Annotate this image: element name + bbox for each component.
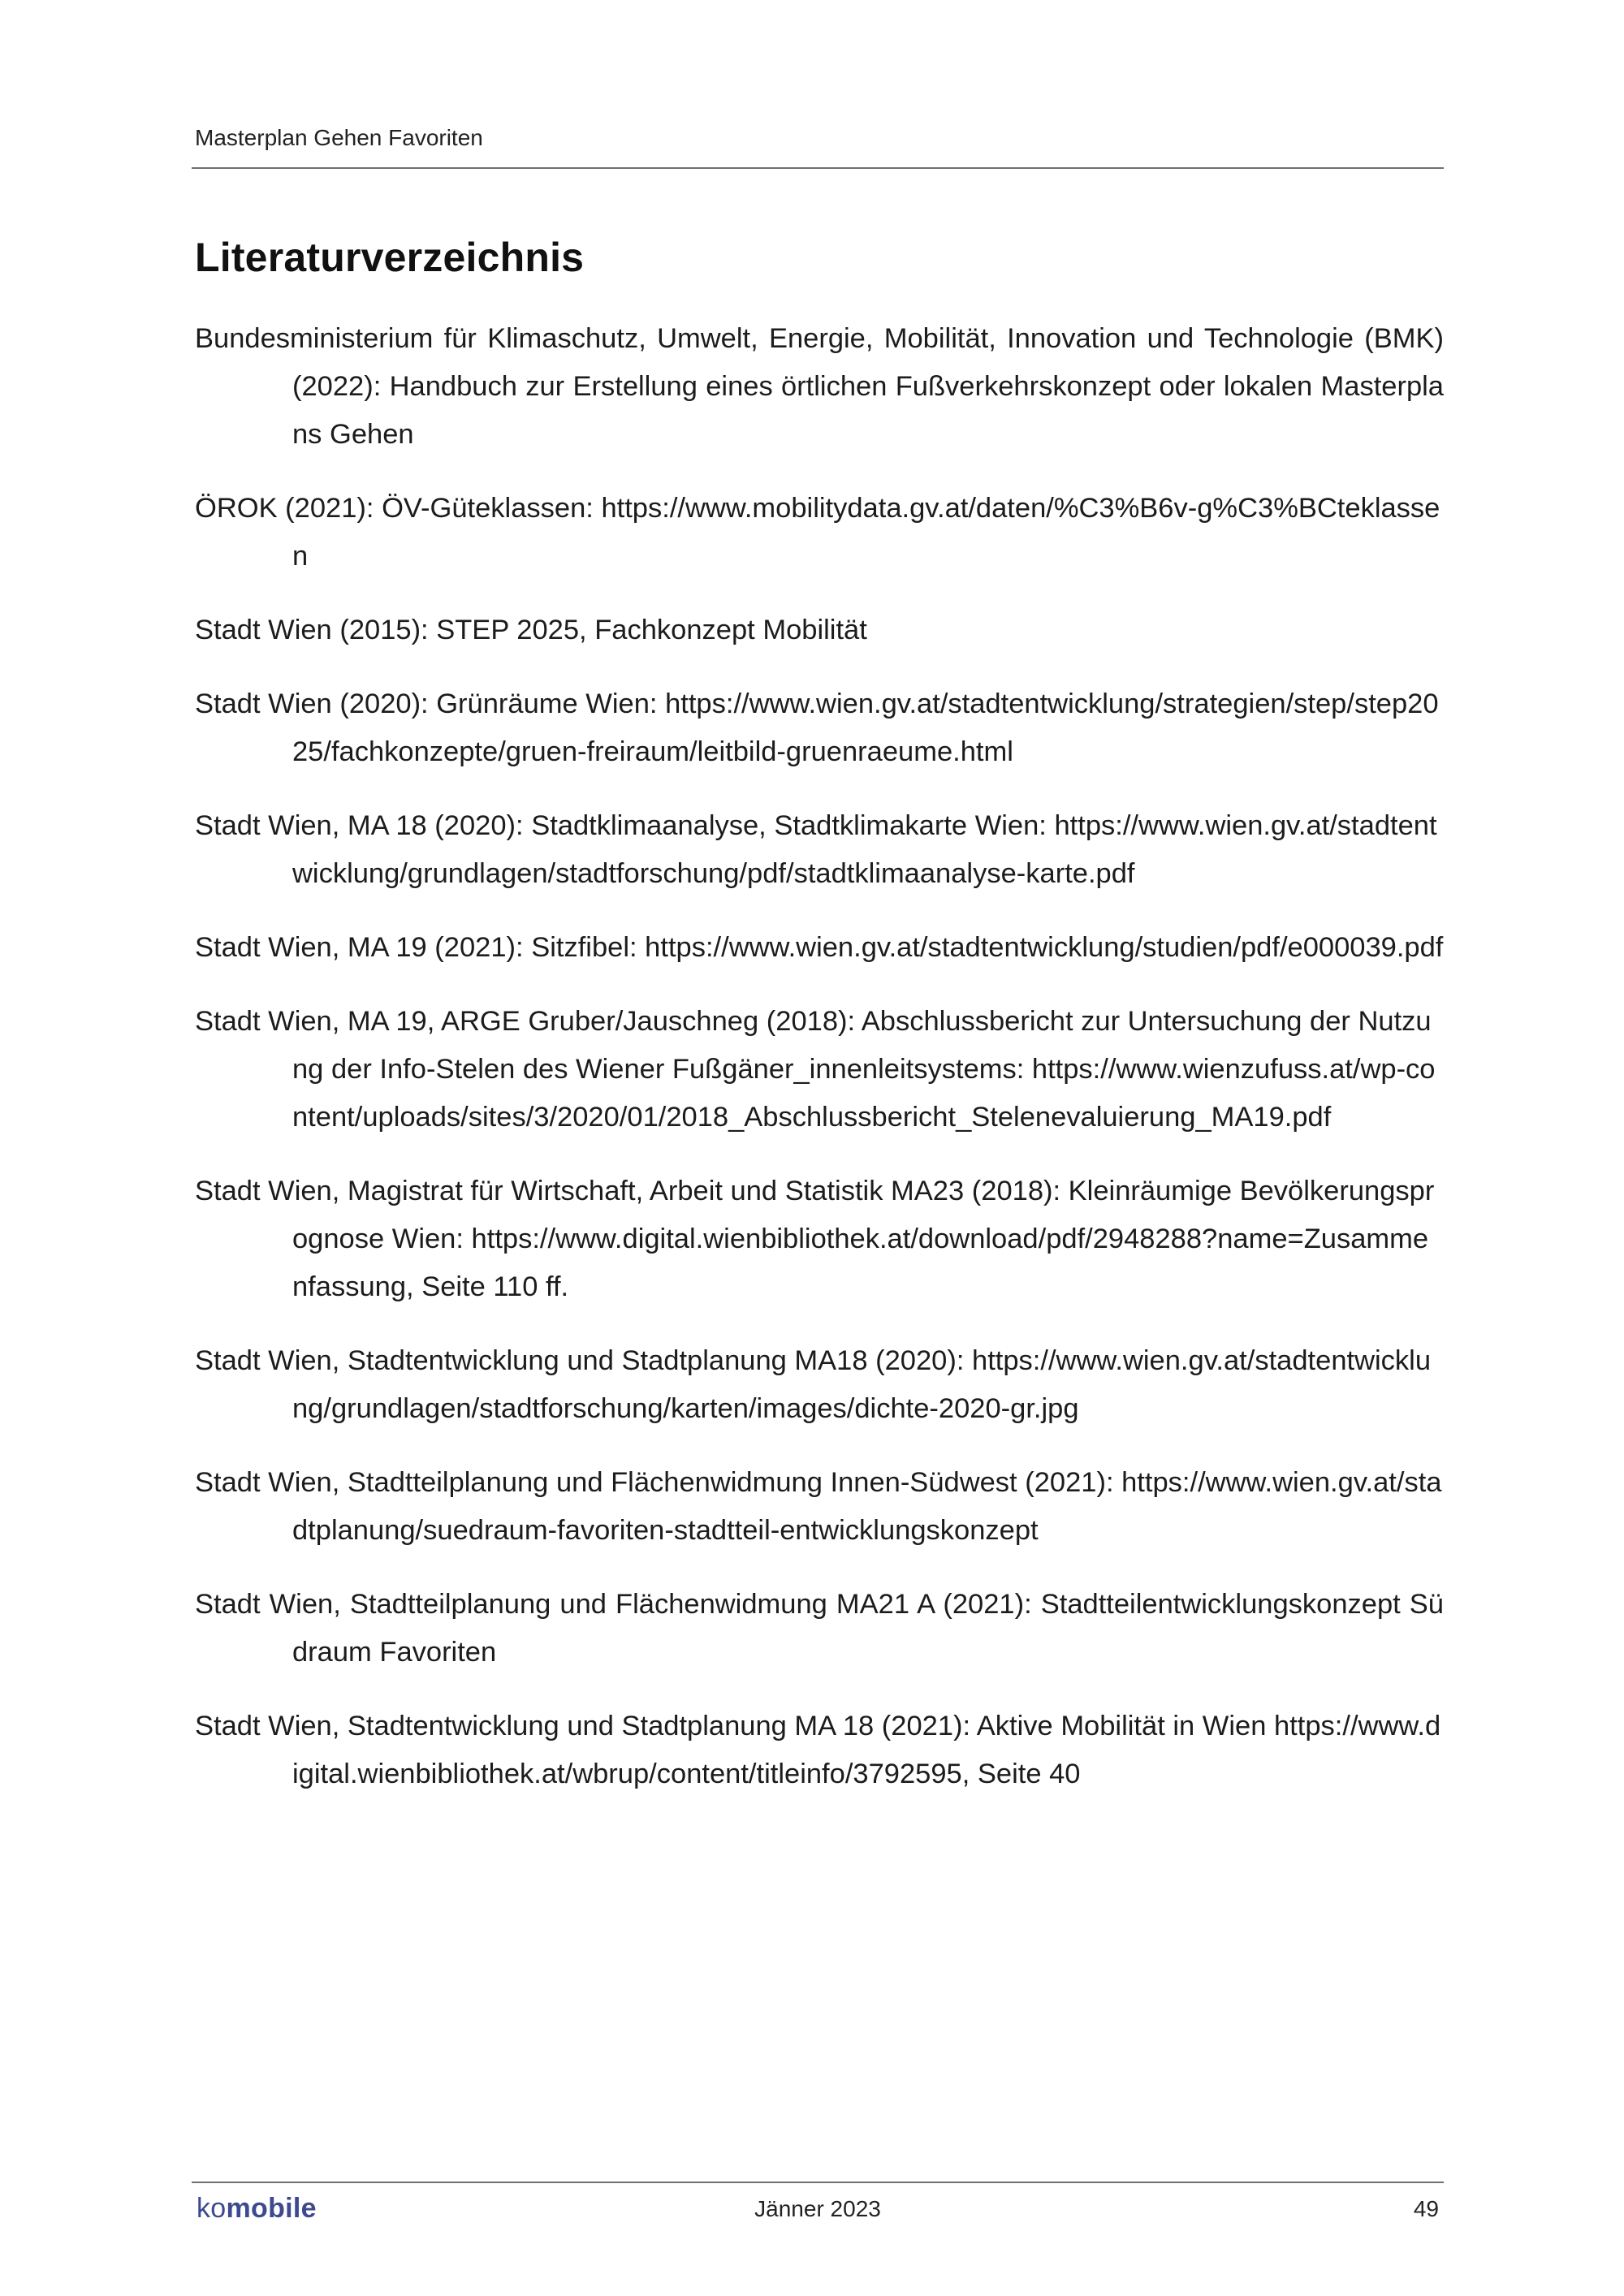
logo-ko-text: ko <box>197 2193 227 2224</box>
page-number: 49 <box>1413 2196 1439 2221</box>
reference-item-aktive-mobilitaet: Stadt Wien, Stadtentwicklung und Stadtplanung MA 18 (2021): Aktive Mobilität in Wien https://www.digital.wienbibliothek.at/wbrup/content/titleinfo/3792595, Seite 40 <box>195 1711 1441 1789</box>
reference-item-step2025: Stadt Wien (2015): STEP 2025, Fachkonzept Mobilität <box>195 615 867 645</box>
reference-item-bmk: Bundesministerium für Klimaschutz, Umwelt, Energie, Mobilität, Innovation und Technologie (BMK) (2022): Handbuch zur Erstellung eines örtlichen Fußverkehrskonzept oder lokalen Masterplans Gehen <box>195 323 1444 450</box>
page-footer <box>192 2182 1444 2240</box>
reference-item-oerok: ÖROK (2021): ÖV-Güteklassen: https://www.mobilitydata.gv.at/daten/%C3%B6v-g%C3%BCteklassen <box>195 493 1440 572</box>
reference-item-suedraum-web: Stadt Wien, Stadtteilplanung und Flächenwidmung Innen-Südwest (2021): https://www.wien.gv.at/stadtplanung/suedraum-favoriten-stadtteil-entwicklungskonzept <box>195 1467 1442 1546</box>
page-title: Literaturverzeichnis <box>195 235 585 280</box>
reference-list <box>195 315 1444 1824</box>
reference-item-gruenraeume: Stadt Wien (2020): Grünräume Wien: https://www.wien.gv.at/stadtentwicklung/strategien/step/step2025/fachkonzepte/gruen-freiraum/leitbild-gruenraeume.html <box>195 688 1439 767</box>
reference-item-bevoelkerungsprognose: Stadt Wien, Magistrat für Wirtschaft, Arbeit und Statistik MA23 (2018): Kleinräumige Bevölkerungsprognose Wien: https://www.digital.wienbibliothek.at/download/pdf/2948288?name=Zusammenfassung, Seite 110 ff. <box>195 1176 1435 1302</box>
reference-item-stadtklima: Stadt Wien, MA 18 (2020): Stadtklimaanalyse, Stadtklimakarte Wien: https://www.wien.gv.at/stadtentwicklung/grundlagen/stadtforschung/pdf/stadtklimaanalyse-karte.pdf <box>195 810 1437 889</box>
logo-mobile-text: mobile <box>226 2193 317 2224</box>
reference-item-suedraum-konzept: Stadt Wien, Stadtteilplanung und Flächenwidmung MA21 A (2021): Stadtteilentwicklungskonzept Südraum Favoriten <box>195 1589 1444 1668</box>
reference-item-info-stelen: Stadt Wien, MA 19, ARGE Gruber/Jauschneg (2018): Abschlussbericht zur Untersuchung der Nutzung der Info-Stelen des Wiener Fußgäner_innenleitsystems: https://www.wienzufuss.at/wp-content/uploads/sites/3/2020/01/2018_Abschlussbericht_Stelenevaluierung_MA19.pdf <box>195 1006 1436 1133</box>
reference-item-dichte: Stadt Wien, Stadtentwicklung und Stadtplanung MA18 (2020): https://www.wien.gv.at/stadtentwicklung/grundlagen/stadtforschung/karten/images/dichte-2020-gr.jpg <box>195 1345 1432 1424</box>
header-title: Masterplan Gehen Favoriten <box>195 125 483 150</box>
reference-item-sitzfibel: Stadt Wien, MA 19 (2021): Sitzfibel: https://www.wien.gv.at/stadtentwicklung/studien/pdf/e000039.pdf <box>195 932 1444 963</box>
page-header <box>192 122 1444 169</box>
footer-date: Jänner 2023 <box>754 2196 881 2221</box>
